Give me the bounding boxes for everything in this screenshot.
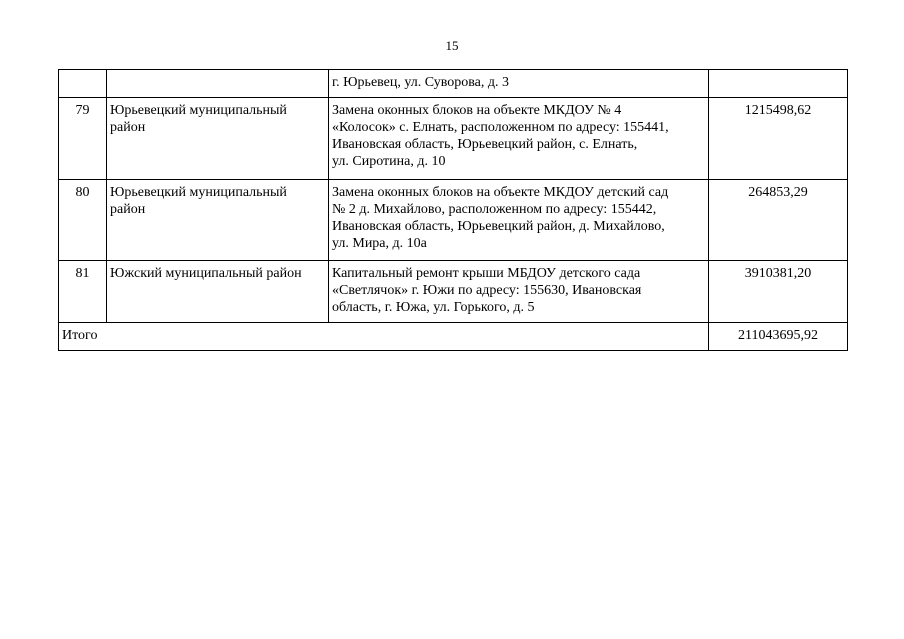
description-cell [329,261,709,323]
row-number-cell: 81 [59,261,107,323]
district-line: район [110,120,146,135]
amount-cell [709,70,848,98]
amount-cell: 1215498,62 [709,98,848,180]
page-number: 15 [445,38,459,53]
description-line: г. Юрьевец, ул. Суворова, д. 3 [332,75,510,90]
description-line: Капитальный ремонт крыши МБДОУ детского сада [332,266,641,281]
objects-table [58,69,848,351]
district-line: Юрьевецкий муниципальный [110,103,287,118]
description-line: Ивановская область, Юрьевецкий район, с. Елнать, [332,137,638,152]
description-line: «Светлячок» г. Южи по адресу: 155630, Ивановская [332,283,642,298]
table-row [59,180,848,261]
district-cell [107,261,329,323]
description-cell [329,98,709,180]
district-cell [107,98,329,180]
row-number-cell: 79 [59,98,107,180]
description-cell [329,70,709,98]
description-line: Ивановская область, Юрьевецкий район, д. Михайлово, [332,219,665,234]
description-line: Замена оконных блоков на объекте МКДОУ детский сад [332,185,669,200]
description-line: ул. Сиротина, д. 10 [332,154,446,169]
district-cell [107,180,329,261]
description-line: Замена оконных блоков на объекте МКДОУ № 4 [332,103,622,118]
description-cell [329,180,709,261]
district-line: район [110,202,146,217]
table-row-continuation [59,70,848,98]
amount-cell: 3910381,20 [709,261,848,323]
row-number-cell: 80 [59,180,107,261]
table-row [59,98,848,180]
description-line: ул. Мира, д. 10а [332,236,427,251]
district-line: Южский муниципальный район [110,266,302,281]
total-amount-cell: 211043695,92 [709,323,848,351]
description-line: «Колосок» с. Елнать, расположенном по адресу: 155441, [332,120,669,135]
table-row [59,261,848,323]
row-number-cell [59,70,107,98]
description-line: область, г. Южа, ул. Горького, д. 5 [332,300,535,315]
description-line: № 2 д. Михайлово, расположенном по адресу: 155442, [332,202,657,217]
total-label-cell: Итого [59,323,709,351]
amount-cell: 264853,29 [709,180,848,261]
table-row-total [59,323,848,351]
district-line: Юрьевецкий муниципальный [110,185,287,200]
district-cell [107,70,329,98]
